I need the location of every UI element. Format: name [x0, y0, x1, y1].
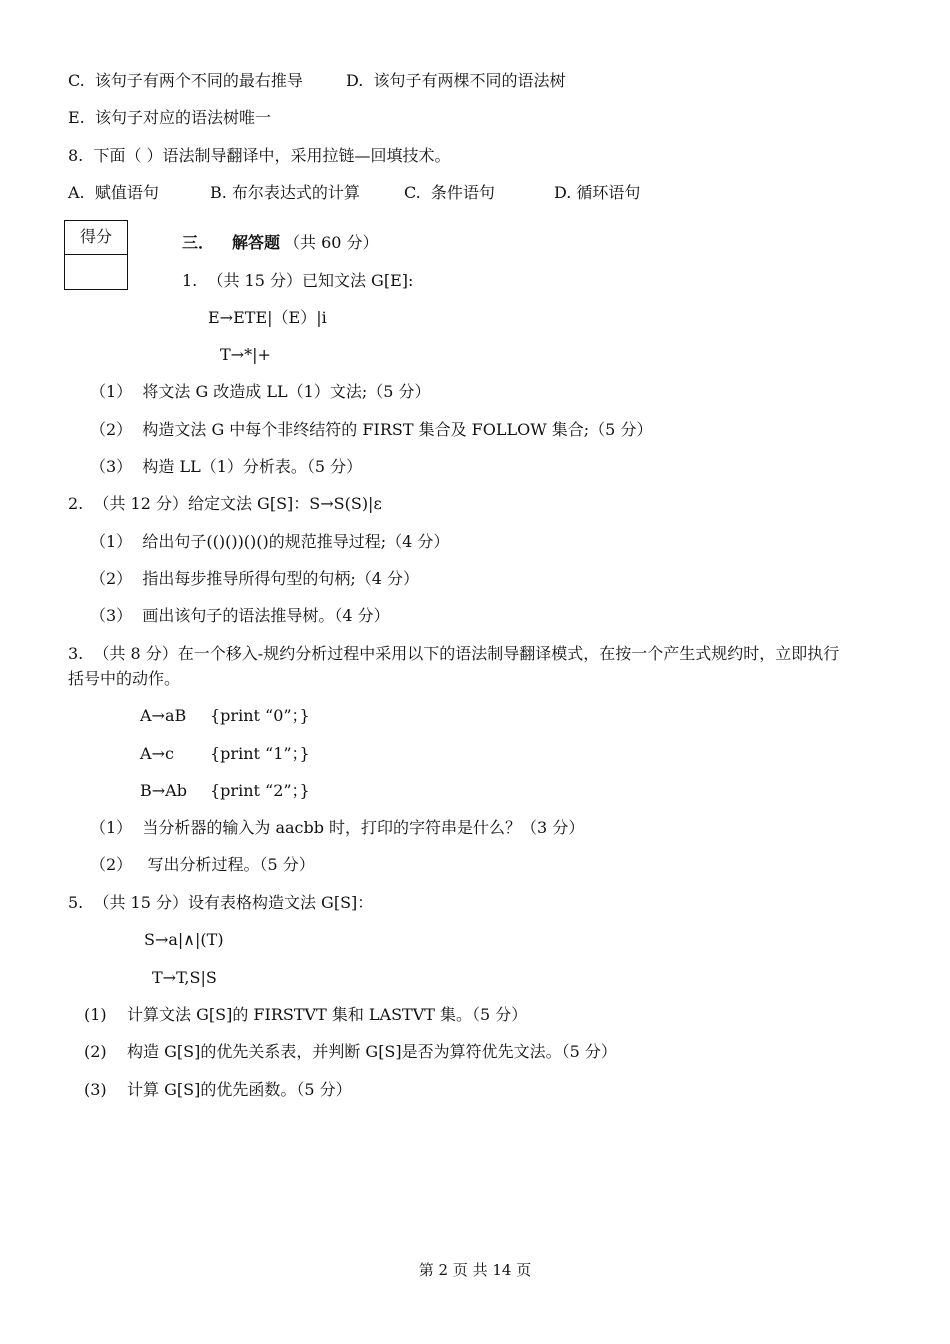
page-number: 第 2 页 共 14 页: [418, 1261, 532, 1279]
q3-rule-3: B→Ab: [140, 781, 187, 800]
q8-option-d: D. 循环语句: [554, 183, 641, 202]
section-points: （共 60 分）: [284, 233, 379, 252]
q3-action-1: {print “0”；}: [210, 706, 310, 725]
q1-sub-3: （3） 构造 LL（1）分析表。（5 分）: [90, 457, 363, 476]
q5-sub-2: (2) 构造 G[S]的优先关系表，并判断 G[S]是否为算符优先文法。（5 分）: [84, 1042, 617, 1061]
q2-sub-1: （1） 给出句子(()())()()的规范推导过程;（4 分）: [90, 532, 450, 551]
q5-rule-1: S→a|∧|(T): [144, 930, 224, 949]
question-3-line-2: 括号中的动作。: [68, 669, 181, 688]
q3-rule-2: A→c: [140, 744, 174, 763]
q5-sub-3: (3) 计算 G[S]的优先函数。（5 分）: [84, 1080, 352, 1099]
q8-option-c: C. 条件语句: [404, 183, 495, 202]
question-5: 5. （共 15 分）设有表格构造文法 G[S]：: [68, 893, 374, 912]
q1-rule-2: T→*|+: [220, 345, 271, 364]
question-8: 8. 下面（ ）语法制导翻译中，采用拉链—回填技术。: [68, 146, 451, 165]
question-1: 1. （共 15 分）已知文法 G[E]:: [182, 271, 414, 290]
question-2: 2. （共 12 分）给定文法 G[S]：S→S(S)|ε: [68, 494, 382, 513]
q1-sub-1: （1） 将文法 G 改造成 LL（1）文法;（5 分）: [90, 382, 431, 401]
q3-rule-1: A→aB: [140, 706, 187, 725]
q1-sub-2: （2） 构造文法 G 中每个非终结符的 FIRST 集合及 FOLLOW 集合;（5 分）: [90, 420, 653, 439]
q3-action-2: {print “1”；}: [210, 744, 310, 763]
q1-rule-1: E→ETE|（E）|i: [208, 308, 327, 327]
section-title: 解答题: [232, 233, 281, 252]
score-box-label: 得分: [65, 221, 127, 255]
q5-sub-1: (1) 计算文法 G[S]的 FIRSTVT 集和 LASTVT 集。（5 分）: [84, 1005, 528, 1024]
q8-option-a: A. 赋值语句: [68, 183, 159, 202]
score-box: [64, 220, 128, 290]
q3-sub-2: （2） 写出分析过程。（5 分）: [90, 855, 315, 874]
section-number: 三．: [182, 233, 215, 252]
option-e: E. 该句子对应的语法树唯一: [68, 108, 271, 127]
q3-sub-1: （1） 当分析器的输入为 aacbb 时，打印的字符串是什么？（3 分）: [90, 818, 585, 837]
q5-rule-2: T→T,S|S: [152, 968, 217, 987]
q2-sub-3: （3） 画出该句子的语法推导树。（4 分）: [90, 606, 390, 625]
q3-action-3: {print “2”；}: [210, 781, 310, 800]
question-3-line-1: 3. （共 8 分）在一个移入-规约分析过程中采用以下的语法制导翻译模式，在按一个产生式规约时，立即执行: [68, 644, 840, 663]
q2-sub-2: （2） 指出每步推导所得句型的句柄;（4 分）: [90, 569, 420, 588]
q8-option-b: B. 布尔表达式的计算: [210, 183, 360, 202]
option-c: C. 该句子有两个不同的最右推导: [68, 71, 303, 90]
option-d: D. 该句子有两棵不同的语法树: [346, 71, 566, 90]
